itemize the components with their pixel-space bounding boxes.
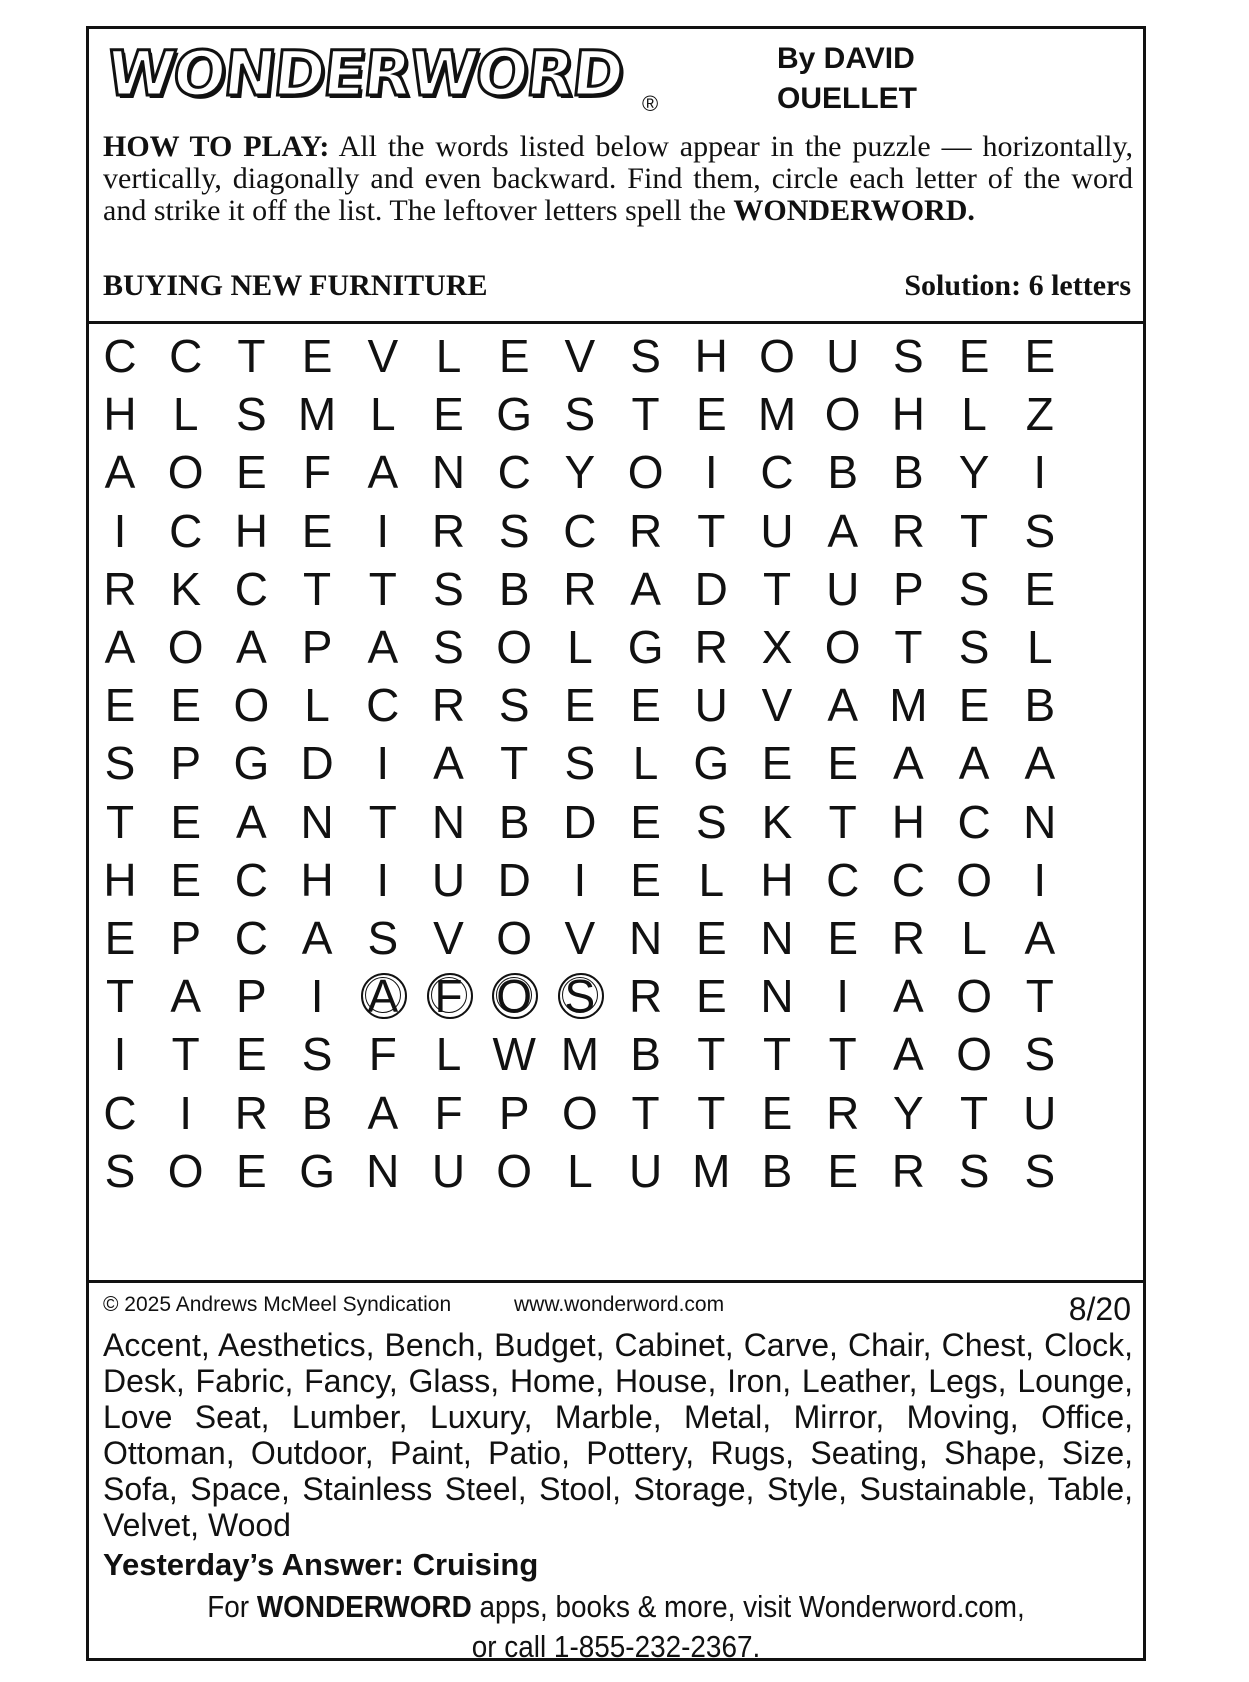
grid-letter[interactable]: S [104, 737, 136, 790]
grid-letter[interactable]: Y [893, 1086, 924, 1139]
grid-letter[interactable]: V [367, 330, 399, 382]
grid-letter[interactable]: U [1023, 1086, 1057, 1139]
grid-letter[interactable]: C [103, 1086, 137, 1139]
byline-line1: By DAVID [777, 42, 915, 75]
grid-letter[interactable]: T [894, 621, 923, 673]
grid-letter[interactable]: D [300, 737, 334, 790]
grid-letter[interactable]: S [549, 966, 611, 1026]
grid-letter[interactable]: V [564, 330, 596, 382]
grid-letter[interactable]: A [893, 737, 924, 790]
grid-letter[interactable]: U [826, 330, 860, 382]
grid-letter[interactable]: T [697, 1086, 726, 1139]
grid-letter[interactable]: A [1024, 737, 1056, 790]
grid-letter[interactable]: E [301, 504, 333, 557]
grid-letter[interactable]: E [104, 679, 136, 732]
grid-letter[interactable]: A [827, 679, 859, 732]
grid-letter[interactable]: E [958, 330, 990, 382]
grid-letter[interactable]: D [694, 562, 728, 615]
grid-letter[interactable]: A [630, 562, 661, 615]
grid-letter[interactable]: O [167, 446, 204, 499]
grid-letter[interactable]: R [431, 504, 466, 557]
grid-letter[interactable]: S [630, 330, 661, 382]
grid-letter[interactable]: I [836, 970, 850, 1023]
grid-letter[interactable]: A [893, 970, 924, 1023]
grid-letter[interactable]: V [433, 912, 464, 964]
grid-letter[interactable]: M [560, 1028, 600, 1081]
grid-letter[interactable]: F [303, 446, 332, 499]
grid-letter[interactable]: A [1024, 912, 1056, 964]
grid-letter[interactable]: N [366, 1144, 400, 1197]
grid-letter[interactable]: B [1024, 679, 1056, 732]
grid-letter[interactable]: E [104, 912, 136, 964]
grid-letter[interactable]: A [958, 737, 990, 790]
promo-line2: or call 1-855-232-2367. [471, 1629, 761, 1664]
grid-letter[interactable]: H [760, 853, 794, 906]
grid-letter[interactable]: V [564, 912, 596, 964]
grid-letter[interactable]: A [367, 621, 399, 673]
grid-letter[interactable]: O [167, 621, 204, 673]
grid-letter[interactable]: E [958, 679, 990, 732]
grid-letter[interactable]: E [236, 446, 267, 499]
grid-letter[interactable]: L [961, 388, 987, 441]
grid-letter[interactable]: I [704, 446, 718, 499]
grid-letter[interactable]: O [627, 446, 664, 499]
grid-letter[interactable]: T [368, 795, 397, 848]
grid-letter[interactable]: R [628, 504, 663, 557]
grid-letter[interactable]: U [826, 562, 860, 615]
grid-letter[interactable]: B [498, 562, 530, 615]
grid-letter[interactable]: I [113, 1028, 127, 1081]
grid-letter[interactable]: E [498, 330, 530, 382]
grid-letter[interactable]: L [698, 853, 725, 906]
grid-letter[interactable]: T [960, 1086, 989, 1139]
grid-letter[interactable]: E [630, 795, 661, 848]
grid-letter[interactable]: G [299, 1144, 335, 1197]
grid-letter[interactable]: G [496, 388, 533, 441]
grid-letter[interactable]: D [563, 795, 597, 848]
grid-letter[interactable]: E [301, 330, 333, 382]
grid-letter[interactable]: E [827, 737, 859, 790]
grid-letter[interactable]: F [368, 1028, 397, 1081]
grid-letter[interactable]: E [695, 970, 727, 1023]
puzzle-frame [86, 26, 1146, 1664]
grid-letter[interactable]: R [694, 621, 728, 673]
grid-letter[interactable]: H [891, 388, 925, 441]
grid-letter[interactable]: E [695, 912, 727, 964]
grid-letter[interactable]: A [236, 621, 267, 673]
how-to-play-end: WONDERWORD. [733, 194, 975, 227]
grid-letter[interactable]: T [105, 795, 135, 848]
grid-letter[interactable]: P [498, 1086, 530, 1139]
grid-letter[interactable]: O [824, 388, 861, 441]
grid-letter[interactable]: L [370, 388, 396, 441]
grid-letter[interactable]: O [496, 621, 533, 673]
grid-letter[interactable]: A [827, 504, 859, 557]
grid-letter[interactable]: C [234, 562, 268, 615]
grid-letter[interactable]: L [435, 1028, 462, 1081]
grid-letter[interactable]: N [431, 446, 466, 499]
wonderword-logo: WONDERWORD [103, 37, 626, 110]
grid-letter[interactable]: U [431, 1144, 466, 1197]
grid-letter[interactable]: C [957, 795, 991, 848]
grid-letter[interactable]: E [433, 388, 464, 441]
grid-letter[interactable]: I [179, 1086, 193, 1139]
grid-letter[interactable]: A [893, 1028, 924, 1081]
grid-letter[interactable]: N [1023, 795, 1057, 848]
grid-letter[interactable]: T [631, 388, 660, 441]
grid-letter[interactable]: C [169, 330, 203, 382]
grid-letter[interactable]: T [171, 1028, 200, 1081]
grid-letter[interactable]: C [234, 912, 268, 964]
grid-letter[interactable]: P [170, 912, 202, 964]
grid-letter[interactable]: O [824, 621, 861, 673]
grid-letter[interactable]: U [760, 504, 794, 557]
grid-letter[interactable]: U [694, 679, 728, 732]
grid-letter[interactable]: E [1024, 562, 1056, 615]
puzzle-header [89, 29, 1143, 321]
grid-letter[interactable]: P [170, 737, 202, 790]
grid-letter[interactable]: R [431, 679, 466, 732]
grid-letter[interactable]: B [498, 795, 530, 848]
grid-letter[interactable]: F [434, 1086, 463, 1139]
yesterdays-answer: Yesterday’s Answer: Cruising [103, 1547, 539, 1582]
grid-letter[interactable]: S [236, 388, 267, 441]
grid-letter[interactable]: H [103, 388, 137, 441]
promo-brand: WONDERWORD [256, 1589, 472, 1624]
grid-letter[interactable]: S [958, 1144, 990, 1197]
grid-letter[interactable]: R [891, 1144, 925, 1197]
grid-letter[interactable]: R [891, 504, 925, 557]
how-to-play-text: All the words listed below appear in the puzzle — horizontally, vertically, diagonally and even backward. Find them, circle each letter of the word and strike it off the list. The leftover letters spell the [103, 130, 1134, 227]
grid-letter[interactable]: A [433, 737, 464, 790]
grid-letter[interactable]: T [697, 504, 726, 557]
grid-letter[interactable]: E [827, 912, 859, 964]
grid-letter[interactable]: S [498, 679, 530, 732]
grid-letter[interactable]: H [103, 853, 137, 906]
grid-letter[interactable]: A [352, 966, 414, 1026]
grid-letter[interactable]: P [301, 621, 333, 673]
grid-letter[interactable]: T [697, 1028, 726, 1081]
grid-letter[interactable]: T [631, 1086, 660, 1139]
grid-letter[interactable]: O [496, 1144, 533, 1197]
letter-grid [89, 321, 1143, 1283]
grid-letter[interactable]: S [1024, 504, 1056, 557]
grid-letter[interactable]: I [376, 853, 390, 906]
grid-letter[interactable]: I [573, 853, 587, 906]
registered-mark: ® [642, 91, 659, 116]
grid-letter[interactable]: N [431, 795, 466, 848]
grid-letter[interactable]: T [303, 562, 332, 615]
grid-letter[interactable]: G [233, 737, 270, 790]
grid-letter[interactable]: V [761, 679, 793, 732]
grid-letter[interactable]: S [1024, 1144, 1056, 1197]
grid-letter[interactable]: H [300, 853, 334, 906]
grid-letter[interactable]: M [297, 388, 337, 441]
grid-letter[interactable]: O [759, 330, 795, 382]
grid-letter[interactable]: A [236, 795, 267, 848]
grid-letter[interactable]: A [367, 446, 399, 499]
grid-letter[interactable]: L [567, 1144, 593, 1197]
grid-letter[interactable]: O [483, 966, 545, 1026]
grid-letter[interactable]: A [367, 1086, 399, 1139]
grid-letter[interactable]: T [762, 1028, 792, 1081]
grid-letter[interactable]: R [891, 912, 925, 964]
grid-letter[interactable]: C [103, 330, 137, 382]
grid-letter[interactable]: E [761, 1086, 793, 1139]
grid-letter[interactable]: T [237, 330, 266, 382]
grid-letter[interactable]: S [367, 912, 399, 964]
grid-letter[interactable]: K [761, 795, 793, 848]
grid-letter[interactable]: C [891, 853, 925, 906]
grid-letter[interactable]: E [1024, 330, 1056, 382]
grid-letter[interactable]: L [172, 388, 199, 441]
grid-letter[interactable]: T [762, 562, 792, 615]
promo-line1 [142, 1587, 1091, 1627]
grid-letter[interactable]: S [564, 388, 596, 441]
grid-letter[interactable]: C [366, 679, 400, 732]
grid-letter[interactable]: T [1025, 970, 1054, 1023]
promo-prefix: For [207, 1589, 257, 1624]
grid-letter[interactable]: P [236, 970, 267, 1023]
grid-letter[interactable]: D [497, 853, 531, 906]
grid-letter[interactable]: E [630, 853, 661, 906]
grid-letter[interactable]: R [826, 1086, 860, 1139]
grid-letter[interactable]: P [893, 562, 924, 615]
grid-letter[interactable]: C [497, 446, 531, 499]
grid-letter[interactable]: S [433, 562, 464, 615]
grid-letter[interactable]: E [761, 737, 793, 790]
grid-letter[interactable]: T [500, 737, 529, 790]
grid-letter[interactable]: L [567, 621, 593, 673]
grid-letter[interactable]: H [234, 504, 268, 557]
grid-letter[interactable]: O [496, 912, 533, 964]
grid-letter[interactable]: I [1033, 446, 1047, 499]
grid-letter[interactable]: B [893, 446, 924, 499]
grid-letter[interactable]: U [431, 853, 466, 906]
grid-letter[interactable]: E [170, 853, 202, 906]
grid-letter[interactable]: A [170, 970, 202, 1023]
grid-letter[interactable]: Y [564, 446, 596, 499]
how-to-play-label: HOW TO PLAY: [103, 130, 330, 163]
grid-letter[interactable]: H [694, 330, 728, 382]
grid-letter[interactable]: L [961, 912, 987, 964]
grid-letter[interactable]: R [628, 970, 663, 1023]
grid-letter[interactable]: A [301, 912, 333, 964]
grid-letter[interactable]: O [956, 970, 992, 1023]
grid-letter[interactable]: C [234, 853, 268, 906]
grid-letter[interactable]: F [418, 966, 480, 1026]
grid-letter[interactable]: G [627, 621, 664, 673]
grid-letter[interactable]: Y [958, 446, 990, 499]
grid-letter[interactable]: C [563, 504, 597, 557]
grid-letter[interactable]: N [760, 970, 794, 1023]
grid-letter[interactable]: E [236, 1028, 267, 1081]
grid-letter[interactable]: T [105, 970, 135, 1023]
word-list: Accent, Aesthetics, Bench, Budget, Cabinet, Carve, Chair, Chest, Clock, Desk, Fabric, Fancy, Glass, Home, House, Iron, Leather, Legs, Lounge, Love Seat, Lumber, Luxury, Marble, Metal, Mirror, Moving, Office, Ottoman, Outdoor, Paint, Patio, Pottery, Rugs, Seating, Shape, Size, Sofa, Space, Stainless Steel, Stool, Storage, Style, Sustainable, Table, Velvet, Wood [103, 1327, 1133, 1543]
grid-letter[interactable]: L [1027, 621, 1053, 673]
grid-letter[interactable]: L [304, 679, 330, 732]
grid-letter[interactable]: C [169, 504, 203, 557]
byline-line2: OUELLET [777, 82, 917, 115]
grid-letter[interactable]: S [564, 737, 596, 790]
grid-letter[interactable]: T [960, 504, 989, 557]
grid-letter[interactable]: N [760, 912, 794, 964]
grid-letter[interactable]: T [828, 1028, 857, 1081]
grid-letter[interactable]: U [628, 1144, 663, 1197]
grid-letter[interactable]: O [167, 1144, 204, 1197]
puzzle-date: 8/20 [1068, 1291, 1131, 1327]
how-to-play [103, 131, 1133, 227]
grid-letter[interactable]: E [695, 388, 727, 441]
grid-letter[interactable]: E [170, 679, 202, 732]
copyright: © 2025 Andrews McMeel Syndication [103, 1293, 452, 1316]
grid-letter[interactable]: A [104, 621, 136, 673]
grid-letter[interactable]: E [630, 679, 661, 732]
grid-letter[interactable]: Z [1025, 388, 1054, 441]
grid-letter[interactable]: W [492, 1028, 536, 1081]
grid-letter[interactable]: X [761, 621, 793, 673]
website-link[interactable]: www.wonderword.com [514, 1293, 725, 1316]
grid-letter[interactable]: E [236, 1144, 267, 1197]
grid-letter[interactable]: S [1024, 1028, 1056, 1081]
grid-letter[interactable]: C [826, 853, 860, 906]
grid-letter[interactable]: N [628, 912, 663, 964]
grid-letter[interactable]: S [958, 562, 990, 615]
promo-text [142, 1587, 1091, 1667]
grid-letter[interactable]: H [891, 795, 925, 848]
grid-letter[interactable]: C [760, 446, 794, 499]
grid-letter[interactable]: I [1033, 853, 1047, 906]
solution-length: Solution: 6 letters [904, 269, 1131, 302]
grid-letter[interactable]: B [301, 1086, 333, 1139]
grid-letter[interactable]: I [376, 737, 390, 790]
grid-letter[interactable]: T [828, 795, 857, 848]
grid-letter[interactable]: S [498, 504, 530, 557]
grid-letter[interactable]: I [113, 504, 127, 557]
grid-letter[interactable]: B [761, 1144, 793, 1197]
grid-letter[interactable]: M [889, 679, 928, 732]
grid-letter[interactable]: S [893, 330, 924, 382]
puzzle-theme: BUYING NEW FURNITURE [103, 269, 488, 302]
byline [777, 39, 977, 119]
grid-letter[interactable]: S [958, 621, 990, 673]
grid-letter[interactable]: B [827, 446, 859, 499]
grid-letter[interactable]: M [692, 1144, 731, 1197]
grid-letter[interactable]: I [310, 970, 324, 1023]
grid-letter[interactable]: T [368, 562, 397, 615]
grid-letter[interactable]: L [435, 330, 462, 382]
grid-letter[interactable]: B [630, 1028, 661, 1081]
grid-letter[interactable]: R [103, 562, 137, 615]
grid-letter[interactable]: K [170, 562, 202, 615]
grid-letter[interactable]: O [233, 679, 270, 732]
grid-letter[interactable]: S [695, 795, 727, 848]
grid-letter[interactable]: A [104, 446, 136, 499]
grid-letter[interactable]: O [562, 1086, 598, 1139]
promo-line1-rest: apps, books & more, visit Wonderword.com, [471, 1589, 1025, 1624]
grid-letter[interactable]: L [632, 737, 659, 790]
grid-letter[interactable]: E [564, 679, 596, 732]
grid-letter[interactable]: R [563, 562, 597, 615]
grid-letter[interactable]: E [170, 795, 202, 848]
grid-letter[interactable]: O [956, 1028, 992, 1081]
grid-letter[interactable]: S [104, 1144, 136, 1197]
grid-letter[interactable]: S [433, 621, 464, 673]
grid-letter[interactable]: G [693, 737, 730, 790]
grid-letter[interactable]: O [956, 853, 992, 906]
grid-letter[interactable]: E [827, 1144, 859, 1197]
grid-letter[interactable]: N [300, 795, 334, 848]
grid-letter[interactable]: M [757, 388, 797, 441]
grid-letter[interactable]: I [376, 504, 390, 557]
grid-letter[interactable]: R [234, 1086, 268, 1139]
grid-letter[interactable]: S [301, 1028, 333, 1081]
